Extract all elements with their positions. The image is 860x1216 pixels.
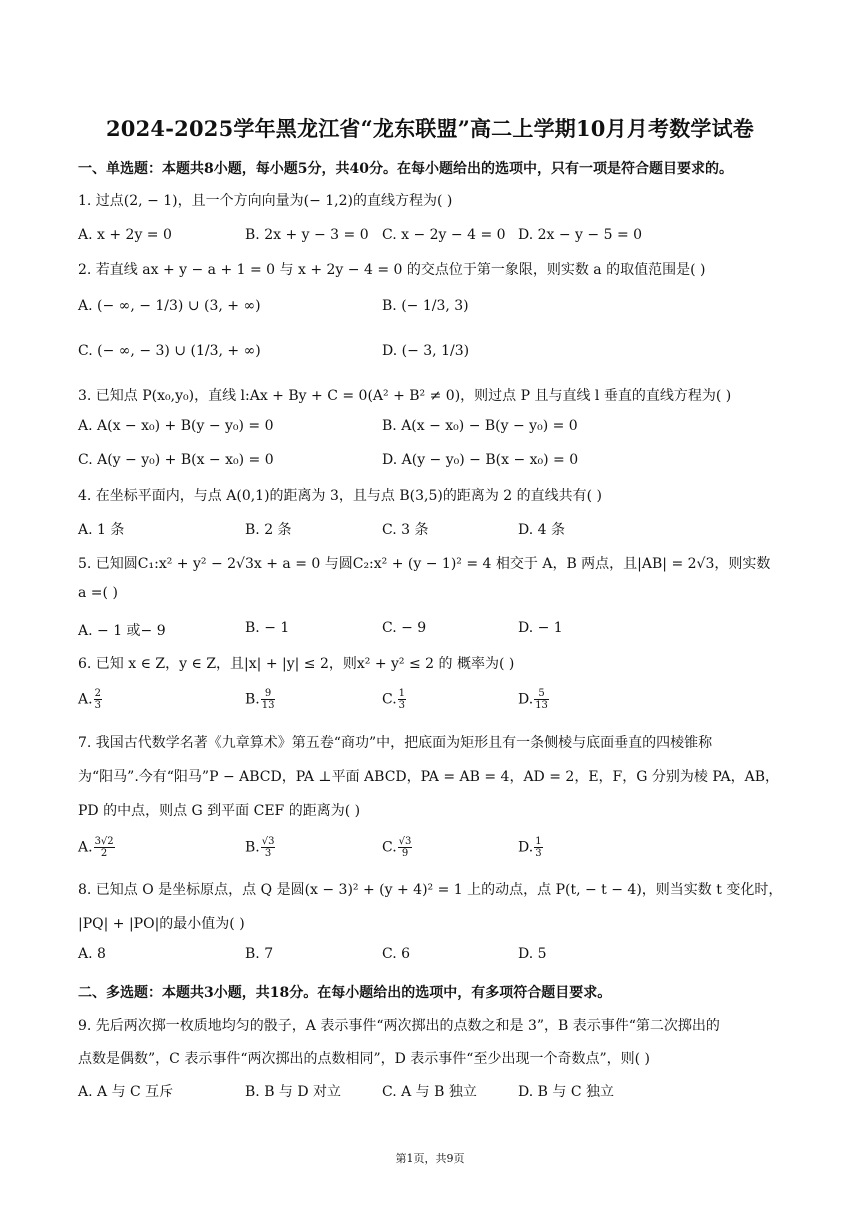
fraction (94, 836, 115, 859)
question-7-option-c (382, 836, 413, 859)
numerator: 2 (94, 688, 101, 699)
numerator: 1 (535, 836, 542, 847)
question-4-option-d: D. 4 条 (518, 522, 565, 538)
numerator: 3√2 (94, 836, 114, 847)
fraction (398, 688, 406, 711)
question-4-option-a: A. 1 条 (78, 522, 125, 538)
question-6-stem: 6. 已知 x ∈ Z，y ∈ Z，且|x| + |y| ≤ 2，则x² + y² ≤ 2 的 概率为( ) (78, 656, 515, 672)
question-5-stem-line-1: 5. 已知圆C₁:x² + y² − 2√3x + a = 0 与圆C₂:x² + (y − 1)² = 4 相交于 A，B 两点，且|AB| = 2√3，则实数 (78, 556, 771, 572)
fraction (398, 836, 413, 859)
fraction (534, 836, 542, 859)
denominator: 3 (398, 700, 406, 711)
question-2-option-b: B. (− 1/3, 3) (382, 298, 469, 314)
question-9-option-d: D. B 与 C 独立 (518, 1084, 614, 1100)
question-6-option-c (382, 688, 407, 711)
denominator: 3 (264, 848, 272, 859)
question-1-stem: 1. 过点(2, − 1)，且一个方向向量为(− 1,2)的直线方程为( ) (78, 193, 453, 209)
question-8-stem-line-1: 8. 已知点 O 是坐标原点，点 Q 是圆(x − 3)² + (y + 4)² = 1 上的动点，点 P(t, − t − 4)，则当实数 t 变化时， (78, 882, 783, 898)
denominator: 13 (535, 700, 548, 711)
option-letter: D. (518, 839, 534, 856)
question-1-option-a: A. x + 2y = 0 (78, 227, 172, 243)
option-letter: A. (78, 691, 93, 708)
option-letter: A. (78, 839, 93, 856)
numerator: √3 (398, 836, 412, 847)
option-letter: C. (382, 839, 397, 856)
question-6-option-b (245, 688, 276, 711)
question-5-option-b: B. − 1 (245, 620, 290, 636)
question-5-option-d: D. − 1 (518, 620, 563, 636)
question-3-option-b: B. A(x − x₀) − B(y − y₀) = 0 (382, 418, 578, 434)
numerator: 5 (534, 688, 549, 700)
question-4-option-c: C. 3 条 (382, 522, 429, 538)
question-5-option-a: A. − 1 或− 9 (78, 623, 166, 639)
question-8-stem-line-2: |PQ| + |PO|的最小值为( ) (78, 916, 245, 932)
question-9-option-a: A. A 与 C 互斥 (78, 1084, 174, 1100)
question-2-option-a: A. (− ∞, − 1/3) ∪ (3, + ∞) (78, 298, 261, 314)
section-single-choice: 一、单选题：本题共8小题，每小题5分，共40分。在每小题给出的选项中，只有一项是符合题目要求的。 (78, 161, 733, 177)
question-1-option-c: C. x − 2y − 4 = 0 (382, 227, 506, 243)
question-7-stem-line-1: 7. 我国古代数学名著《九章算术》第五卷“商功”中，把底面为矩形且有一条侧棱与底面垂直的四棱锥称 (78, 735, 713, 751)
denominator: 3 (535, 848, 542, 859)
question-3-option-d: D. A(y − y₀) − B(x − x₀) = 0 (382, 452, 579, 468)
question-7-option-d (518, 836, 544, 859)
question-9-option-b: B. B 与 D 对立 (245, 1084, 342, 1100)
question-8-option-d: D. 5 (518, 946, 547, 962)
fraction (261, 688, 276, 711)
denominator: 9 (401, 848, 409, 859)
option-letter: B. (245, 691, 260, 708)
option-letter: B. (245, 839, 260, 856)
question-4-stem: 4. 在坐标平面内，与点 A(0,1)的距离为 3，且与点 B(3,5)的距离为 2 的直线共有( ) (78, 488, 603, 504)
question-9-option-c: C. A 与 B 独立 (382, 1084, 477, 1100)
question-8-option-c: C. 6 (382, 946, 411, 962)
section-multiple-choice: 二、多选题：本题共3小题，共18分。在每小题给出的选项中，有多项符合题目要求。 (78, 985, 612, 1001)
question-6-option-a (78, 688, 103, 711)
question-5-stem-line-2: a =( ) (78, 585, 118, 601)
page-title: 2024-2025学年黑龙江省“龙东联盟”高二上学期10月月考数学试卷 (106, 116, 754, 141)
question-7-option-b (245, 836, 276, 859)
question-2-stem: 2. 若直线 ax + y − a + 1 = 0 与 x + 2y − 4 = 0 的交点位于第一象限，则实数 a 的取值范围是( ) (78, 262, 706, 278)
question-3-stem: 3. 已知点 P(x₀,y₀)，直线 l:Ax + By + C = 0(A² + B² ≠ 0)，则过点 P 且与直线 l 垂直的直线方程为( ) (78, 388, 732, 404)
fraction (534, 688, 549, 711)
question-3-option-c: C. A(y − y₀) + B(x − x₀) = 0 (78, 452, 274, 468)
question-8-option-b: B. 7 (245, 946, 274, 962)
question-9-stem-line-2: 点数是偶数”，C 表示事件“两次掷出的点数相同”，D 表示事件“至少出现一个奇数点”，则( ) (78, 1051, 650, 1067)
denominator: 3 (94, 700, 101, 711)
denominator: 13 (261, 700, 275, 711)
numerator: 9 (261, 688, 276, 700)
question-8-option-a: A. 8 (78, 946, 106, 962)
question-7-stem-line-3: PD 的中点，则点 G 到平面 CEF 的距离为( ) (78, 803, 361, 819)
fraction (261, 836, 276, 859)
question-1-option-b: B. 2x + y − 3 = 0 (245, 227, 369, 243)
question-2-option-c: C. (− ∞, − 3) ∪ (1/3, + ∞) (78, 343, 261, 359)
question-3-option-a: A. A(x − x₀) + B(y − y₀) = 0 (78, 418, 274, 434)
question-7-option-a (78, 836, 116, 859)
question-2-option-d: D. (− 3, 1/3) (382, 343, 470, 359)
option-letter: D. (518, 691, 534, 708)
page-footer: 第1页，共9页 (395, 1152, 465, 1165)
question-1-option-d: D. 2x − y − 5 = 0 (518, 227, 643, 243)
question-4-option-b: B. 2 条 (245, 522, 292, 538)
question-7-stem-line-2: 为“阳马”.今有“阳马”P − ABCD，PA ⊥平面 ABCD，PA = AB = 4，AD = 2，E，F，G 分别为棱 PA，AB， (78, 769, 779, 785)
option-letter: C. (382, 691, 397, 708)
denominator: 2 (100, 848, 108, 859)
numerator: 1 (398, 688, 406, 699)
numerator: √3 (261, 836, 275, 847)
question-5-option-c: C. − 9 (382, 620, 427, 636)
fraction (94, 688, 102, 711)
question-6-option-d (518, 688, 550, 711)
question-9-stem-line-1: 9. 先后两次掷一枚质地均匀的骰子，A 表示事件“两次掷出的点数之和是 3”，B 表示事件“第二次掷出的 (78, 1018, 720, 1034)
